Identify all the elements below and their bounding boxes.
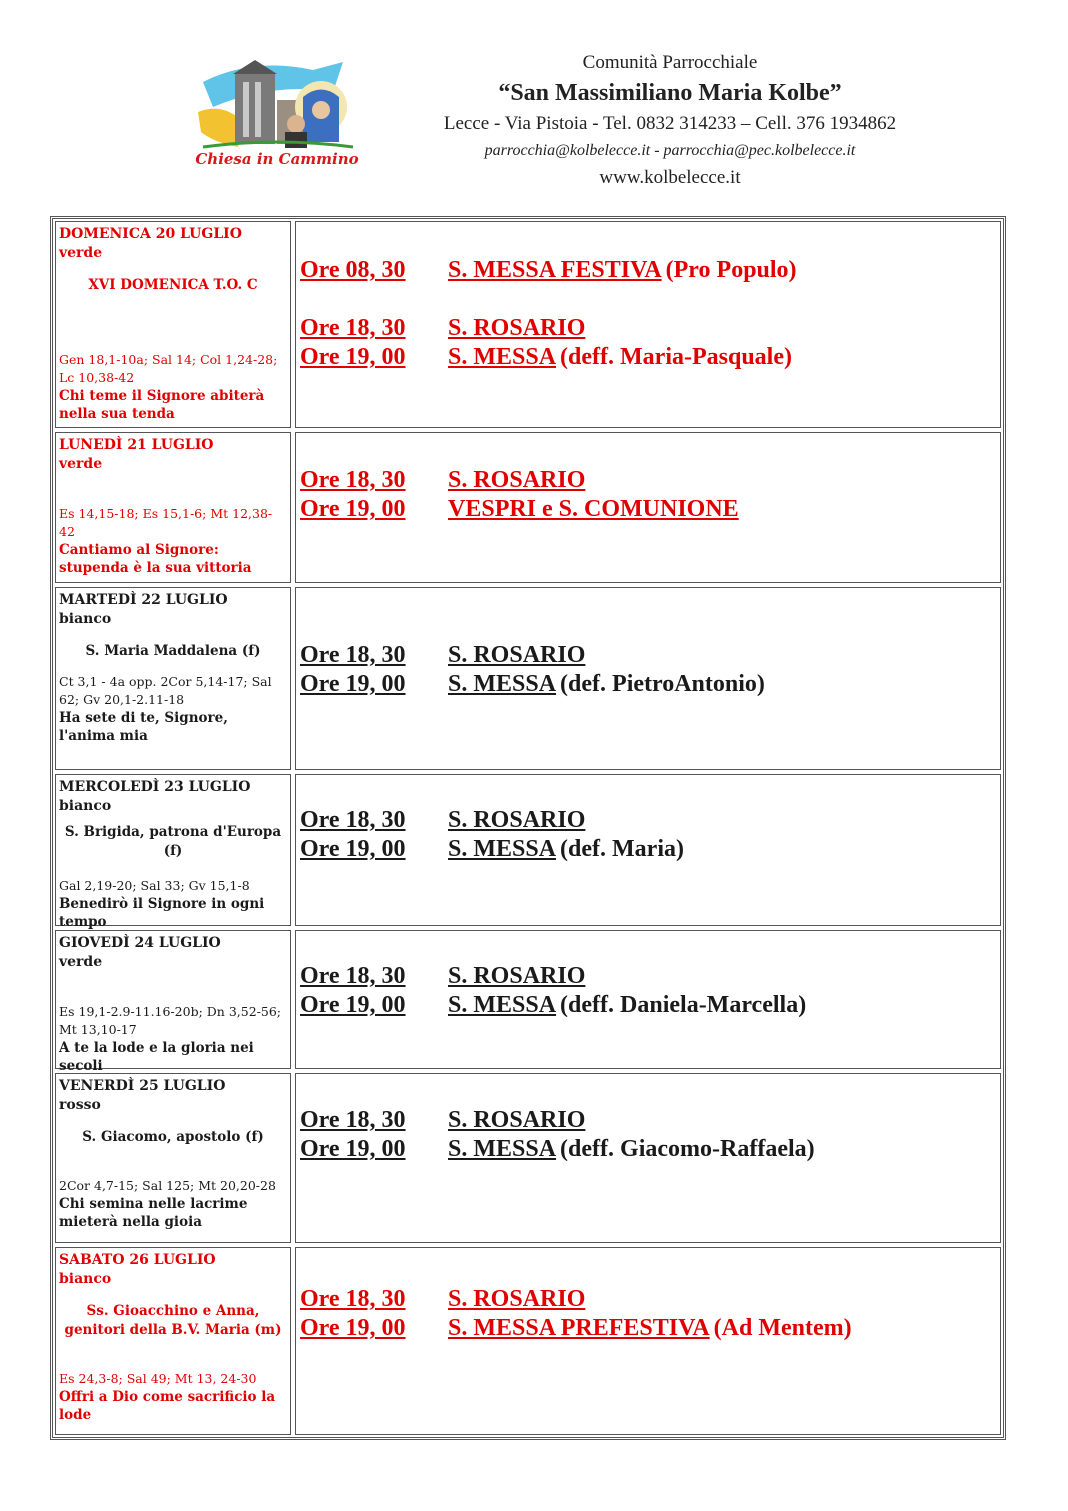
page-header	[0, 0, 1068, 205]
events-cell	[295, 432, 1001, 583]
events-cell	[295, 774, 1001, 926]
website-link[interactable]: www.kolbelecce.it	[599, 167, 741, 188]
psalm-refrain: Offri a Dio come sacrificio la lode	[59, 1389, 276, 1423]
day-label: VENERDÌ 25 LUGLIO	[59, 1078, 226, 1094]
readings: Gal 2,19-20; Sal 33; Gv 15,1-8	[59, 878, 250, 893]
schedule-row-wednesday	[53, 772, 1003, 928]
svg-text:Chiesa in Cammino: Chiesa in Cammino	[195, 150, 359, 168]
psalm-refrain: Chi semina nelle lacrime mieterà nella gioia	[59, 1196, 248, 1230]
feast-label: XVI DOMENICA T.O. C	[88, 277, 258, 293]
event-line: Ore 19, 00 S. MESSA (deff. Giacomo-Raffaela)	[300, 1136, 815, 1162]
event-line: Ore 18, 30 S. ROSARIO	[300, 1107, 586, 1133]
events-cell	[295, 930, 1001, 1069]
liturgical-color: bianco	[59, 1271, 112, 1287]
liturgical-color: verde	[59, 245, 103, 261]
psalm-refrain: Cantiamo al Signore: stupenda è la sua vittoria	[59, 542, 252, 576]
parish-name: “San Massimiliano Maria Kolbe”	[498, 80, 842, 106]
readings: Ct 3,1 - 4a opp. 2Cor 5,14-17; Sal 62; Gv 20,1-2.11-18	[59, 674, 272, 707]
events-cell	[295, 221, 1001, 428]
psalm-refrain: Ha sete di te, Signore, l'anima mia	[59, 710, 228, 744]
readings: 2Cor 4,7-15; Sal 125; Mt 20,20-28	[59, 1178, 276, 1193]
event-line: Ore 18, 30 S. ROSARIO	[300, 642, 586, 668]
event-line: Ore 19, 00 S. MESSA (def. Maria)	[300, 836, 684, 862]
day-info-cell	[55, 1073, 291, 1243]
organization-label: Comunità Parrocchiale	[582, 52, 758, 73]
events-cell	[295, 587, 1001, 770]
liturgical-color: bianco	[59, 798, 112, 814]
event-line: Ore 18, 30 S. ROSARIO	[300, 807, 586, 833]
day-label: LUNEDÌ 21 LUGLIO	[59, 437, 214, 453]
event-line: Ore 19, 00 S. MESSA PREFESTIVA (Ad Mentem)	[300, 1315, 852, 1341]
day-label: SABATO 26 LUGLIO	[59, 1252, 216, 1268]
events-cell	[295, 1247, 1001, 1435]
email-line[interactable]: parrocchia@kolbelecce.it - parrocchia@pec.kolbelecce.it	[484, 142, 856, 159]
day-info-cell	[55, 774, 291, 930]
schedule-row-sunday	[53, 219, 1003, 430]
schedule-row-friday	[53, 1071, 1003, 1245]
day-label: DOMENICA 20 LUGLIO	[59, 226, 242, 242]
schedule-row-thursday	[53, 928, 1003, 1074]
event-line: Ore 19, 00 S. MESSA (deff. Daniela-Marcella)	[300, 992, 807, 1018]
day-label: MERCOLEDÌ 23 LUGLIO	[59, 779, 251, 795]
psalm-refrain: A te la lode e la gloria nei secoli	[59, 1040, 254, 1074]
readings: Es 14,15-18; Es 15,1-6; Mt 12,38-42	[59, 506, 273, 539]
day-info-cell	[55, 221, 291, 428]
feast-label: S. Maria Maddalena (f)	[85, 643, 261, 659]
feast-label: S. Brigida, patrona d'Europa (f)	[64, 824, 282, 859]
day-label: GIOVEDÌ 24 LUGLIO	[59, 935, 221, 951]
schedule-row-tuesday	[53, 585, 1003, 772]
liturgical-color: verde	[59, 954, 103, 970]
event-line: Ore 19, 00 S. MESSA (deff. Maria-Pasquale)	[300, 344, 792, 370]
schedule-row-monday	[53, 430, 1003, 585]
readings: Es 19,1-2.9-11.16-20b; Dn 3,52-56; Mt 13,10-17	[59, 1004, 281, 1037]
event-line: Ore 18, 30 S. ROSARIO	[300, 467, 586, 493]
event-line: Ore 18, 30 S. ROSARIO	[300, 1286, 586, 1312]
weekly-schedule-table	[50, 216, 1006, 1440]
liturgical-color: bianco	[59, 611, 112, 627]
feast-label: Ss. Gioacchino e Anna, genitori della B.V. Maria (m)	[64, 1303, 282, 1338]
psalm-refrain: Benedirò il Signore in ogni tempo	[59, 896, 265, 930]
day-info-cell	[55, 1247, 291, 1435]
readings: Es 24,3-8; Sal 49; Mt 13, 24-30	[59, 1371, 257, 1386]
liturgical-color: verde	[59, 456, 103, 472]
address-line: Lecce - Via Pistoia - Tel. 0832 314233 – Cell. 376 1934862	[443, 113, 897, 134]
day-info-cell	[55, 930, 291, 1074]
events-cell	[295, 1073, 1001, 1243]
readings: Gen 18,1-10a; Sal 14; Col 1,24-28; Lc 10,38-42	[59, 352, 278, 385]
day-info-cell	[55, 587, 291, 770]
feast-label: S. Giacomo, apostolo (f)	[82, 1129, 264, 1145]
event-line: Ore 08, 30 S. MESSA FESTIVA (Pro Populo)	[300, 257, 797, 283]
event-line: Ore 18, 30 S. ROSARIO	[300, 315, 586, 341]
day-label: MARTEDÌ 22 LUGLIO	[59, 592, 228, 608]
schedule-row-saturday	[53, 1245, 1003, 1437]
parish-logo	[193, 52, 361, 170]
event-line: Ore 19, 00 VESPRI e S. COMUNIONE	[300, 496, 739, 522]
day-info-cell	[55, 432, 291, 583]
psalm-refrain: Chi teme il Signore abiterà nella sua tenda	[59, 388, 265, 422]
event-line: Ore 18, 30 S. ROSARIO	[300, 963, 586, 989]
event-line: Ore 19, 00 S. MESSA (def. PietroAntonio)	[300, 671, 765, 697]
liturgical-color: rosso	[59, 1097, 101, 1113]
